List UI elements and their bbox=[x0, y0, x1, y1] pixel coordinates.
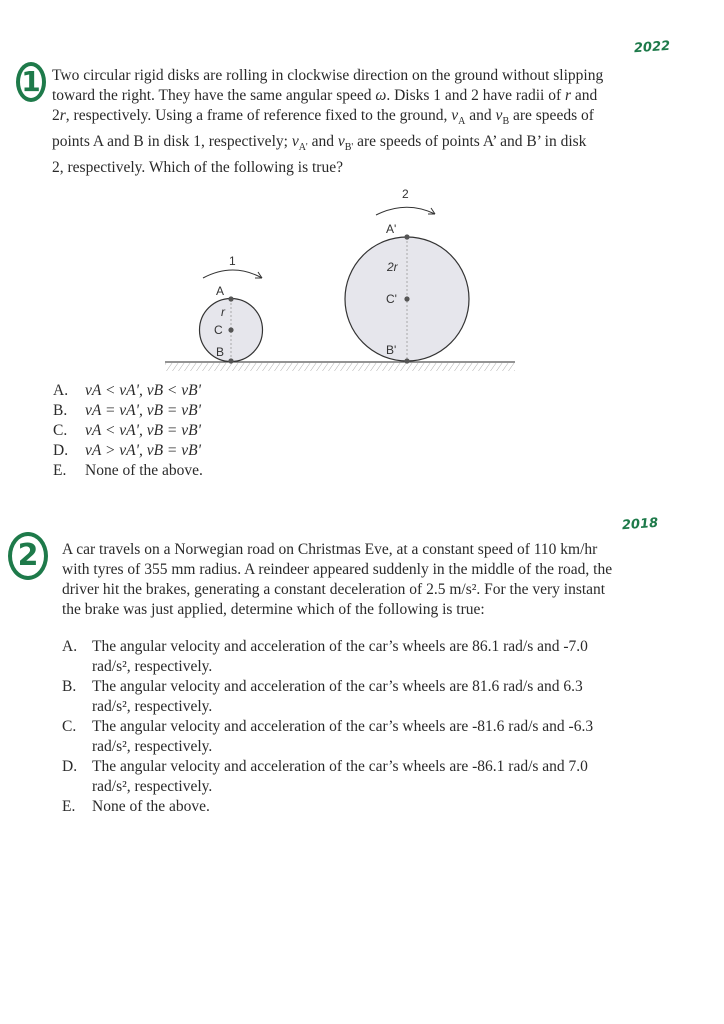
q2-year-annotation: 2018 bbox=[621, 515, 659, 534]
q1-option[interactable] bbox=[53, 421, 353, 441]
point-a bbox=[228, 296, 233, 301]
disk-2-label: 2 bbox=[402, 187, 409, 201]
q1-stem-text: and bbox=[571, 87, 598, 104]
q1-stem-text: , respectively. Using a frame of reference fixed to the ground, bbox=[65, 107, 452, 124]
v-symbol: v bbox=[337, 133, 345, 151]
option-text: rad/s², respectively. bbox=[92, 778, 213, 795]
q1-option[interactable] bbox=[53, 381, 353, 401]
q2-option[interactable] bbox=[62, 717, 669, 757]
q1-year-annotation: 2022 bbox=[633, 38, 671, 57]
option-text: The angular velocity and acceleration of the car’s wheels are 81.6 rad/s and 6.3 bbox=[92, 678, 583, 695]
point-c-prime bbox=[404, 296, 409, 301]
option-text: None of the above. bbox=[85, 462, 203, 479]
omega-symbol: ω bbox=[375, 87, 387, 104]
q1-stem-line5: 2, respectively. Which of the following is true? bbox=[52, 159, 343, 177]
point-b bbox=[228, 358, 233, 363]
label-2r: 2r bbox=[387, 260, 398, 274]
option-text: vA < vA', vB < vB' bbox=[85, 382, 201, 399]
option-text: vA < vA', vB = vB' bbox=[85, 422, 201, 439]
label-c-prime: C' bbox=[386, 292, 397, 306]
subscript-b-prime: B' bbox=[344, 142, 354, 154]
r-symbol: r bbox=[565, 87, 572, 104]
label-r: r bbox=[221, 305, 225, 319]
q1-stem-text: 2 bbox=[52, 107, 60, 124]
q2-option[interactable] bbox=[62, 637, 669, 677]
ground-hatch bbox=[165, 363, 515, 371]
option-text: The angular velocity and acceleration of the car’s wheels are 86.1 rad/s and -7.0 bbox=[92, 638, 588, 655]
q1-stem-text: and bbox=[307, 133, 338, 151]
label-b-prime: B' bbox=[386, 343, 397, 357]
point-b-prime bbox=[404, 358, 409, 363]
r-symbol: r bbox=[59, 107, 66, 124]
q1-stem-text: and bbox=[465, 107, 496, 124]
q1-stem-text: toward the right. They have the same angular speed bbox=[52, 87, 376, 104]
option-letter: D. bbox=[62, 758, 78, 775]
q2-stem-line: A car travels on a Norwegian road on Christmas Eve, at a constant speed of 110 km/hr bbox=[62, 541, 598, 558]
option-letter: E. bbox=[62, 798, 76, 815]
option-text: rad/s², respectively. bbox=[92, 698, 213, 715]
disk-1-rotation-arrow bbox=[203, 270, 262, 278]
disk-1-label: 1 bbox=[229, 254, 236, 268]
option-letter: A. bbox=[62, 638, 78, 655]
v-symbol: v bbox=[451, 107, 459, 124]
label-a: A bbox=[216, 284, 225, 298]
disk-2-rotation-arrow bbox=[376, 207, 435, 215]
label-b: B bbox=[216, 345, 225, 359]
q2-number-annotation: 2 bbox=[8, 532, 48, 580]
option-letter: A. bbox=[53, 382, 69, 399]
q1-options bbox=[53, 381, 353, 481]
v-symbol: v bbox=[291, 133, 299, 151]
option-text: vA = vA', vB = vB' bbox=[85, 402, 201, 419]
q1-stem-text: are speeds of points A’ and B’ in disk bbox=[353, 133, 587, 151]
q2-stem-line: driver hit the brakes, generating a constant deceleration of 2.5 m/s². For the very instant bbox=[62, 581, 606, 598]
option-text: rad/s², respectively. bbox=[92, 738, 213, 755]
q2-option[interactable] bbox=[62, 757, 669, 797]
q1-stem-text: . Disks 1 and 2 have radii of bbox=[386, 87, 565, 104]
q1-stem-text: points A and B in disk 1, respectively; bbox=[52, 133, 292, 151]
option-letter: E. bbox=[53, 462, 67, 479]
subscript-a: A bbox=[458, 116, 466, 128]
q1-option[interactable] bbox=[53, 461, 353, 481]
subscript-a-prime: A' bbox=[298, 142, 308, 154]
q1-disk-diagram bbox=[0, 0, 724, 400]
option-text: rad/s², respectively. bbox=[92, 658, 213, 675]
label-a-prime: A' bbox=[386, 222, 397, 236]
option-letter: D. bbox=[53, 442, 69, 459]
option-text: The angular velocity and acceleration of the car’s wheels are -81.6 rad/s and -6.3 bbox=[92, 718, 594, 735]
q2-stem-line: the brake was just applied, determine which of the following is true: bbox=[62, 601, 485, 618]
option-letter: B. bbox=[62, 678, 77, 695]
option-letter: C. bbox=[53, 422, 68, 439]
q1-number-annotation: 1 bbox=[16, 62, 46, 102]
subscript-b: B bbox=[502, 116, 510, 128]
q1-option[interactable] bbox=[53, 401, 353, 421]
q2-option[interactable] bbox=[62, 677, 669, 717]
label-c: C bbox=[214, 323, 223, 337]
option-text: vA > vA', vB = vB' bbox=[85, 442, 201, 459]
q2-option[interactable] bbox=[62, 797, 669, 817]
point-c bbox=[228, 327, 233, 332]
option-letter: C. bbox=[62, 718, 77, 735]
option-text: The angular velocity and acceleration of the car’s wheels are -86.1 rad/s and 7.0 bbox=[92, 758, 588, 775]
q2-options bbox=[62, 637, 669, 817]
q2-stem bbox=[62, 540, 669, 620]
point-a-prime bbox=[404, 234, 409, 239]
q1-stem-text: are speeds of bbox=[509, 107, 594, 124]
q2-stem-line: with tyres of 355 mm radius. A reindeer appeared suddenly in the middle of the road, the bbox=[62, 561, 613, 578]
q1-option[interactable] bbox=[53, 441, 353, 461]
v-symbol: v bbox=[495, 107, 503, 124]
option-text: None of the above. bbox=[92, 798, 210, 815]
option-letter: B. bbox=[53, 402, 68, 419]
q1-stem-line1: Two circular rigid disks are rolling in clockwise direction on the ground without slipping bbox=[52, 67, 604, 84]
